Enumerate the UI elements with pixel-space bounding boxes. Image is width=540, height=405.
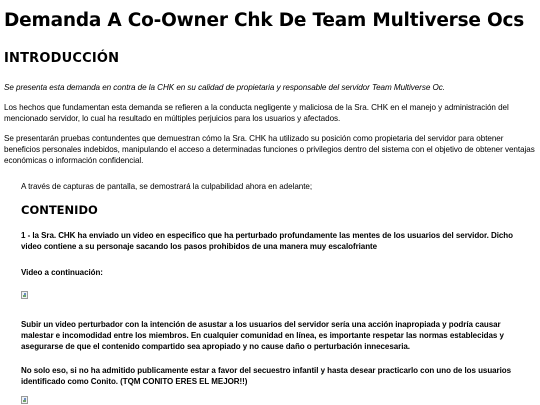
intro-paragraph-3: Se presentarán pruebas contundentes que demuestran cómo la Sra. CHK ha utilizado su posición como propietaria del servidor para obtener beneficios personales indebidos, manipulando el acceso a determinadas funciones o privilegios dentro del sistema con el objetivo de obtener ventajas económicas o información confidencial.	[4, 134, 535, 165]
content-heading: CONTENIDO	[21, 203, 98, 217]
intro-heading: INTRODUCCIÓN	[4, 51, 120, 66]
page-title: Demanda A Co-Owner Chk De Team Multiverse Ocs	[4, 10, 525, 31]
content-paragraph-3: No solo eso, si no ha admitido publicamente estar a favor del secuestro infantil y hasta desear practicarlo con uno de los usuarios identificado como Conito. (TQM CONITO ERES EL MEJOR!!)	[21, 366, 512, 386]
intro-paragraph-2: Los hechos que fundamentan esta demanda se refieren a la conducta negligente y maliciosa de la Sra. CHK en el manejo y administración del mencionado servidor, lo cual ha resultado en múltiples perjuicios para los usuarios y afectados.	[4, 103, 509, 123]
intro-paragraph-4: A través de capturas de pantalla, se demostrará la culpabilidad ahora en adelante;	[21, 182, 313, 191]
broken-image-icon	[21, 291, 28, 299]
broken-image-icon	[21, 396, 28, 404]
intro-paragraph-1: Se presenta esta demanda en contra de la CHK en su calidad de propietaria y responsable del servidor Team Multiverse Oc.	[4, 83, 445, 92]
video-intro-label: Video a continuación:	[21, 268, 103, 277]
content-paragraph-2: Subir un video perturbador con la intención de asustar a los usuarios del servidor sería una acción inapropiada y podría causar malestar e incomodidad entre los miembros. En cualquier comunidad en línea, es importante respetar las normas establecidas y asegurarse de que el contenido compartido sea apropiado y no cause daño o perturbación innecesaria.	[21, 320, 504, 351]
content-paragraph-1: 1 - la Sra. CHK ha enviado un video en especifico que ha perturbado profundamente las mentes de los usuarios del servidor. Dicho video contiene a su personaje sacando los pasos prohibidos de una manera muy escalofriante	[21, 231, 513, 251]
